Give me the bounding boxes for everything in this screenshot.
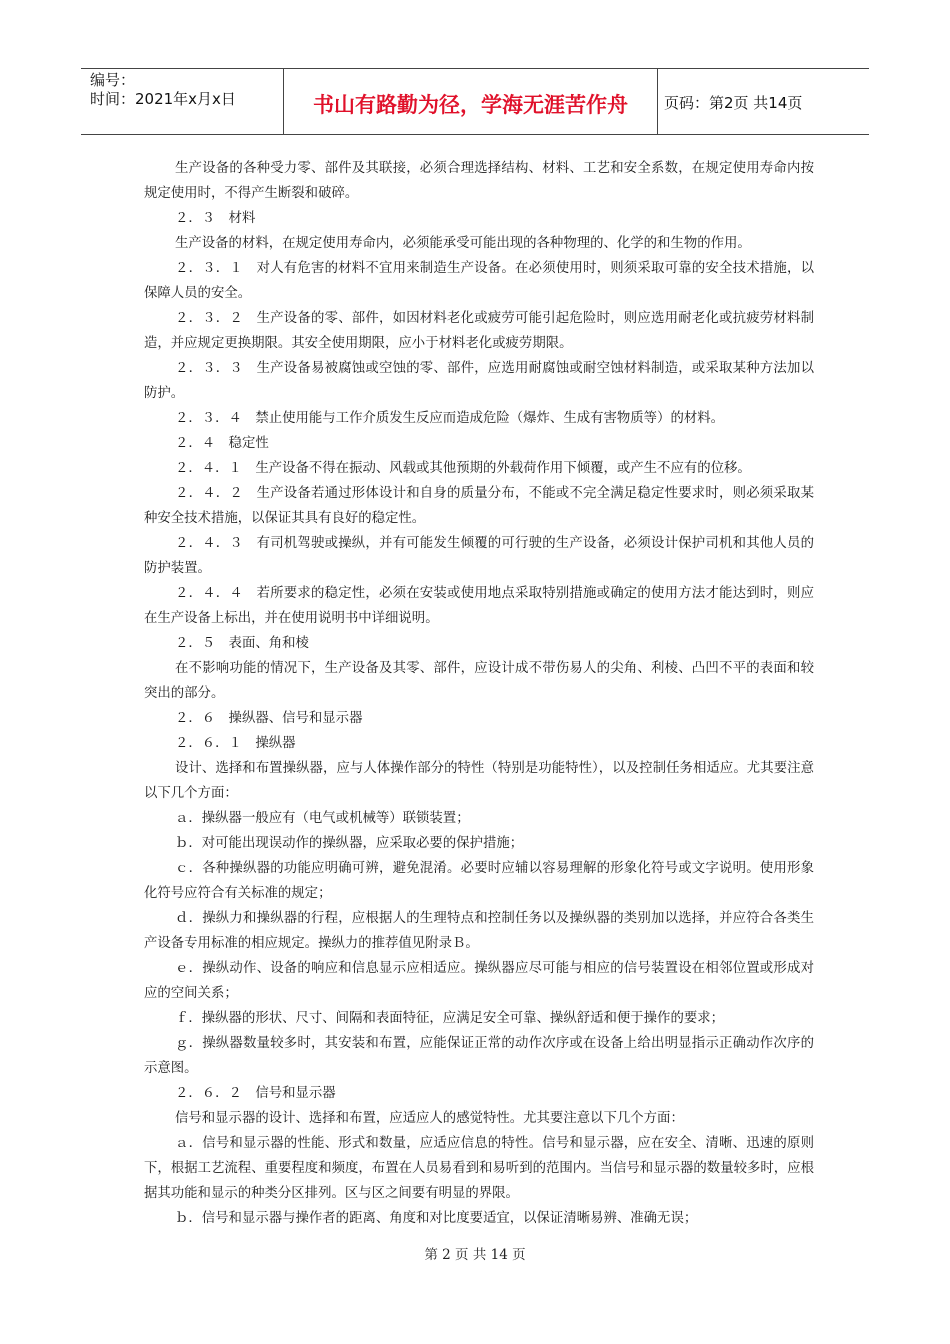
section-heading: ２．３ 材料 xyxy=(175,211,256,226)
list-item: ｅ．操纵动作、设备的响应和信息显示应相适应。操纵器应尽可能与相应的信号装置设在相邻位置或形成对应的空间关系； xyxy=(144,961,814,1001)
paragraph: 信号和显示器的设计、选择和布置，应适应人的感觉特性。尤其要注意以下几个方面： xyxy=(175,1111,684,1126)
time-label: 时间：2021年x月x日 xyxy=(90,90,236,108)
page-footer: 第 2 页 共 14 页 xyxy=(424,1247,526,1263)
section-heading: ２．４ 稳定性 xyxy=(175,436,269,451)
paragraph: ２．４．１ 生产设备不得在振动、风载或其他预期的外载荷作用下倾覆，或产生不应有的位移。 xyxy=(175,461,751,476)
header-meta xyxy=(81,69,284,134)
paragraph: 生产设备的各种受力零、部件及其联接，必须合理选择结构、材料、工艺和安全系数，在规定使用寿命内按规定使用时，不得产生断裂和破碎。 xyxy=(144,161,814,201)
list-item: ｂ．对可能出现误动作的操纵器，应采取必要的保护措施； xyxy=(175,836,524,851)
list-item: ｆ．操纵器的形状、尺寸、间隔和表面特征，应满足安全可靠、操纵舒适和便于操作的要求； xyxy=(175,1011,725,1026)
paragraph: ２．３．２ 生产设备的零、部件，如因材料老化或疲劳可能引起危险时，则应选用耐老化或抗疲劳材料制造，并应规定更换期限。其安全使用期限，应小于材料老化或疲劳期限。 xyxy=(144,311,814,351)
list-item: ｇ．操纵器数量较多时，其安装和布置，应能保证正常的动作次序或在设备上给出明显指示正确动作次序的示意图。 xyxy=(144,1036,814,1076)
list-item: ａ．操纵器一般应有（电气或机械等）联锁装置； xyxy=(175,811,470,826)
paragraph: ２．３．３ 生产设备易被腐蚀或空蚀的零、部件，应选用耐腐蚀或耐空蚀材料制造，或采取某种方法加以防护。 xyxy=(144,361,814,401)
list-item: ａ．信号和显示器的性能、形式和数量，应适应信息的特性。信号和显示器，应在安全、清晰、迅速的原则下，根据工艺流程、重要程度和频度，布置在人员易看到和易听到的范围内。当信号和显示器的数量较多时，应根据其功能和显示的种类分区排列。区与区之间要有明显的界限。 xyxy=(144,1136,814,1201)
paragraph: ２．３．４ 禁止使用能与工作介质发生反应而造成危险（爆炸、生成有害物质等）的材料。 xyxy=(175,411,725,426)
paragraph: ２．４．３ 有司机驾驶或操纵，并有可能发生倾覆的可行驶的生产设备，必须设计保护司机和其他人员的防护装置。 xyxy=(144,536,814,576)
paragraph: 生产设备的材料，在规定使用寿命内，必须能承受可能出现的各种物理的、化学的和生物的作用。 xyxy=(175,236,751,251)
header-motto: 书山有路勤为径，学海无涯苦作舟 xyxy=(284,69,658,134)
list-item: ｄ．操纵力和操纵器的行程，应根据人的生理特点和控制任务以及操纵器的类别加以选择，并应符合各类生产设备专用标准的相应规定。操纵力的推荐值见附录Ｂ。 xyxy=(144,911,814,951)
document-header xyxy=(81,68,869,135)
header-page-info: 页码：第2页 共14页 xyxy=(664,94,803,112)
paragraph: ２．４．４ 若所要求的稳定性，必须在安装或使用地点采取特别措施或确定的使用方法才能达到时，则应在生产设备上标出，并在使用说明书中详细说明。 xyxy=(144,586,814,626)
list-item: ｃ．各种操纵器的功能应明确可辨，避免混淆。必要时应辅以容易理解的形象化符号或文字说明。使用形象化符号应符合有关标准的规定； xyxy=(144,861,814,901)
section-heading: ２．６．１ 操纵器 xyxy=(175,736,296,751)
section-heading: ２．５ 表面、角和棱 xyxy=(175,636,309,651)
paragraph: ２．４．２ 生产设备若通过形体设计和自身的质量分布，不能或不完全满足稳定性要求时，则必须采取某种安全技术措施，以保证其具有良好的稳定性。 xyxy=(144,486,814,526)
section-heading: ２．６．２ 信号和显示器 xyxy=(175,1086,336,1101)
section-heading: ２．６ 操纵器、信号和显示器 xyxy=(175,711,363,726)
paragraph: 设计、选择和布置操纵器，应与人体操作部分的特性（特别是功能特性），以及控制任务相适应。尤其要注意以下几个方面： xyxy=(144,761,814,801)
paragraph: ２．３．１ 对人有危害的材料不宜用来制造生产设备。在必须使用时，则须采取可靠的安全技术措施，以保障人员的安全。 xyxy=(144,261,814,301)
paragraph: 在不影响功能的情况下，生产设备及其零、部件，应设计成不带伤易人的尖角、利棱、凸凹不平的表面和较突出的部分。 xyxy=(144,661,814,701)
document-body xyxy=(144,156,814,1231)
code-label: 编号： xyxy=(90,71,136,89)
list-item: ｂ．信号和显示器与操作者的距离、角度和对比度要适宜，以保证清晰易辨、准确无误； xyxy=(175,1211,698,1226)
